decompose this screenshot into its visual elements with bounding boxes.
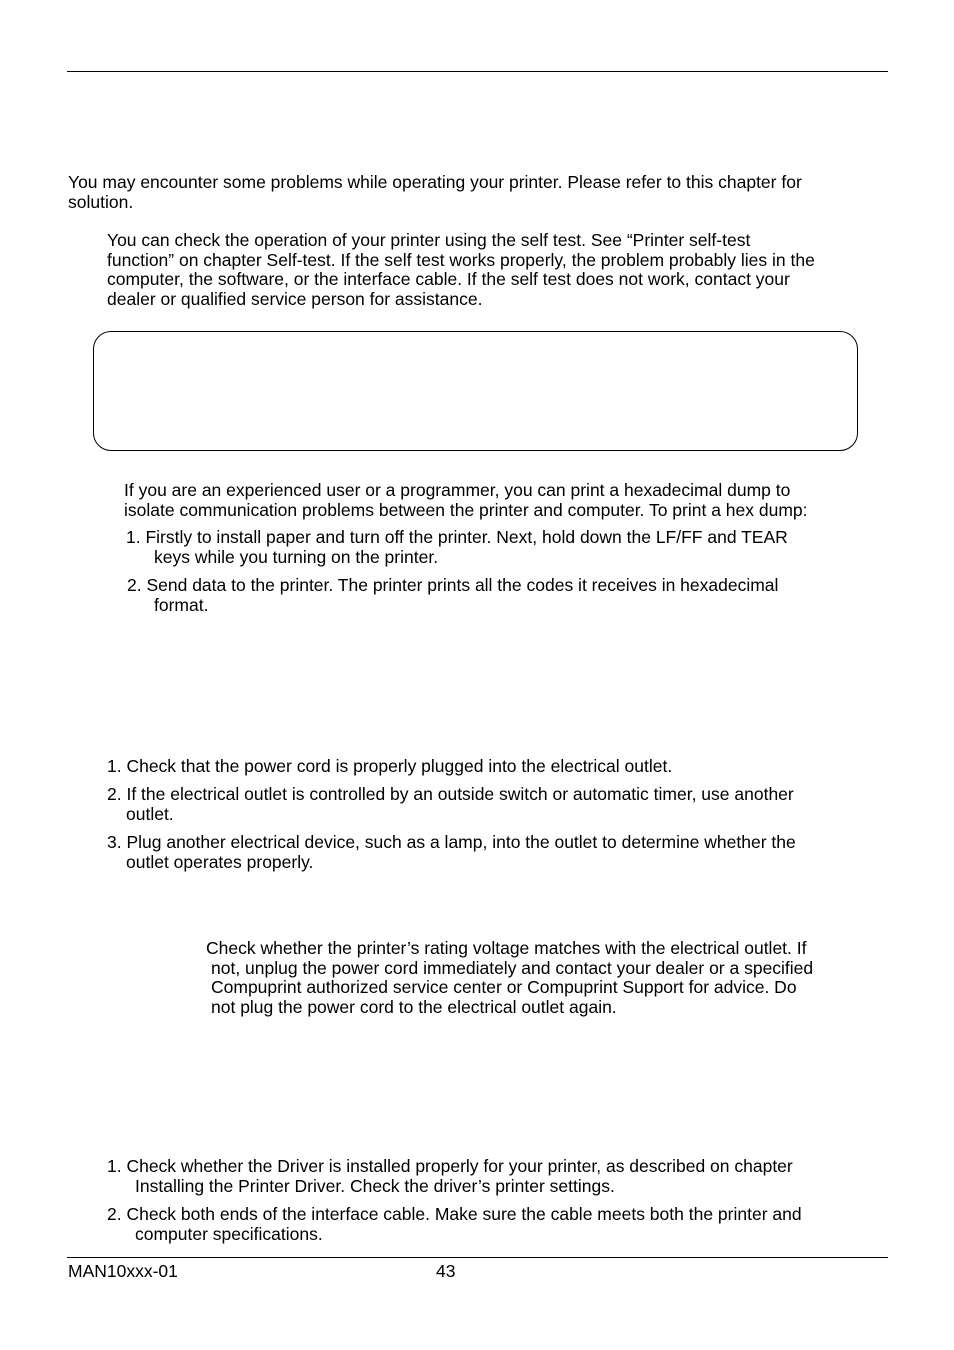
intro-line: You may encounter some problems while operating your printer. Please refer to this chapter for: [68, 172, 802, 192]
driver-item-line: 2. Check both ends of the interface cable. Make sure the cable meets both the printer and: [107, 1204, 802, 1224]
power-item-line: outlet operates properly.: [126, 851, 314, 872]
hexdump-step-1: [126, 528, 788, 567]
footer-page-number: 43: [436, 1261, 456, 1281]
hexdump-step-2: [127, 576, 778, 615]
hexdump-step-line: keys while you turning on the printer.: [154, 546, 439, 567]
power-item-2: [107, 785, 794, 824]
power-item-1: [107, 757, 672, 777]
power-item-line: 1. Check that the power cord is properly plugged into the electrical outlet.: [107, 756, 673, 776]
note-box: [93, 331, 858, 451]
intro-paragraph: [68, 173, 802, 212]
hexdump-step-line: format.: [154, 594, 209, 615]
hexdump-step-line: 1. Firstly to install paper and turn off the printer. Next, hold down the LF/FF and TEAR: [126, 527, 788, 547]
voltage-line: not plug the power cord to the electrical outlet again.: [211, 996, 617, 1017]
selftest-line: You can check the operation of your printer using the self test. See “Printer self-test: [107, 230, 751, 250]
header-rule: [67, 71, 888, 72]
voltage-line: not, unplug the power cord immediately and contact your dealer or a specified: [211, 957, 814, 978]
driver-item-line: Installing the Printer Driver. Check the driver’s printer settings.: [135, 1175, 615, 1196]
voltage-paragraph: [206, 939, 813, 1017]
hexdump-intro-line: If you are an experienced user or a programmer, you can print a hexadecimal dump to: [124, 480, 791, 500]
selftest-line: function” on chapter Self-test. If the self test works properly, the problem probably lies in the: [107, 249, 815, 270]
footer-rule: [67, 1257, 888, 1258]
driver-item-line: 1. Check whether the Driver is installed properly for your printer, as described on chapter: [107, 1156, 793, 1176]
hexdump-step-line: 2. Send data to the printer. The printer prints all the codes it receives in hexadecimal: [127, 575, 779, 595]
voltage-line: Compuprint authorized service center or Compuprint Support for advice. Do: [211, 977, 797, 997]
power-item-3: [107, 833, 796, 872]
driver-item-2: [107, 1205, 802, 1244]
selftest-line: dealer or qualified service person for assistance.: [107, 288, 483, 309]
power-item-line: 3. Plug another electrical device, such as a lamp, into the outlet to determine whether the: [107, 832, 796, 852]
power-item-line: 2. If the electrical outlet is controlled by an outside switch or automatic timer, use another: [107, 784, 794, 804]
power-item-line: outlet.: [126, 803, 174, 824]
driver-item-line: computer specifications.: [135, 1223, 323, 1244]
hexdump-intro-line: isolate communication problems between the printer and computer. To print a hex dump:: [124, 499, 808, 520]
selftest-line: computer, the software, or the interface cable. If the self test does not work, contact your: [107, 269, 790, 289]
hexdump-intro: [124, 481, 808, 520]
driver-item-1: [107, 1157, 793, 1196]
intro-line: solution.: [68, 191, 134, 212]
footer-doc-code: MAN10xxx-01: [68, 1261, 178, 1281]
voltage-line: Check whether the printer’s rating voltage matches with the electrical outlet. If: [206, 938, 807, 958]
selftest-paragraph: [107, 231, 815, 309]
